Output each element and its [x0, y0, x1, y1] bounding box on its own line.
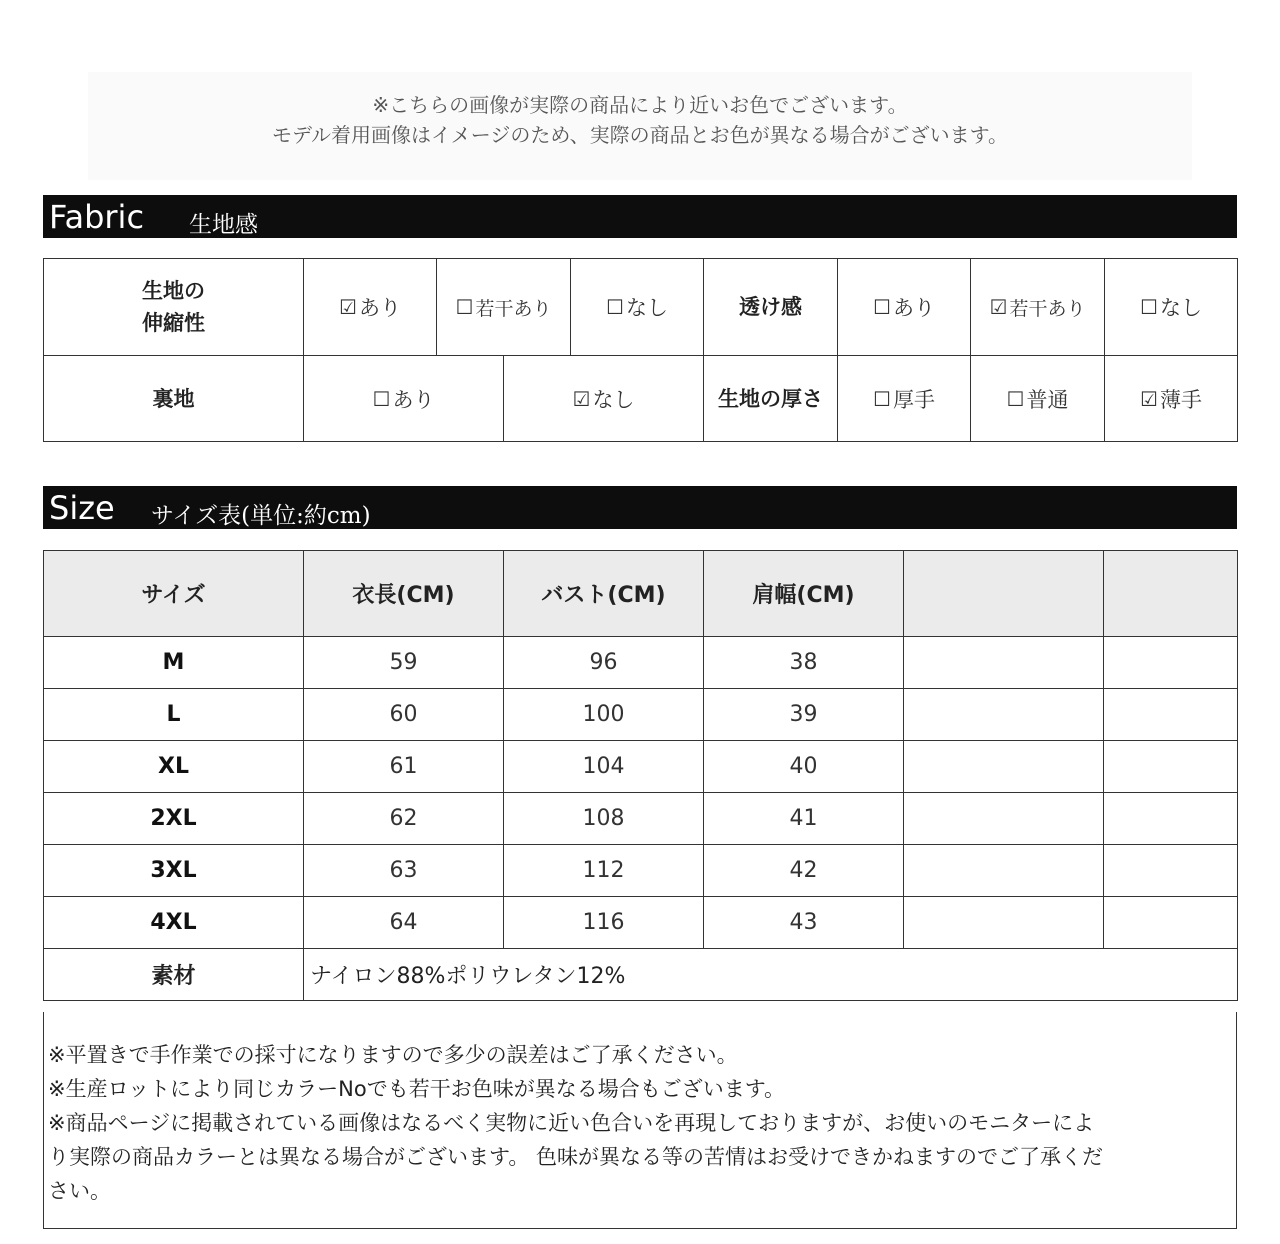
- fabric-title-en: Fabric: [49, 198, 145, 236]
- option-label: あり: [358, 296, 401, 320]
- option-label: 厚手: [892, 387, 935, 412]
- cell-bust: 100: [504, 689, 704, 741]
- note-line: ※商品ページに掲載されている画像はなるべく実物に近い色合いを再現しておりますが、お使いのモニターによ: [48, 1111, 1095, 1135]
- cell-bust: 108: [504, 793, 704, 845]
- sheer-option[interactable]: [1105, 259, 1238, 356]
- option-label: 薄手: [1159, 387, 1202, 412]
- notes-box: [43, 1012, 1237, 1229]
- checkbox-icon: ☐: [1006, 386, 1025, 411]
- cell-size: L: [44, 689, 304, 741]
- cell-shoulder: 38: [704, 637, 904, 689]
- thickness-option[interactable]: [971, 356, 1105, 442]
- option-label: なし: [592, 387, 635, 412]
- stretch-option[interactable]: [437, 259, 571, 356]
- sheer-option[interactable]: [838, 259, 971, 356]
- table-row: [44, 897, 1238, 949]
- cell-length: 62: [304, 793, 504, 845]
- checkbox-icon: ☑: [339, 295, 357, 319]
- stretch-label-line-2: 伸縮性: [142, 311, 205, 335]
- thickness-label: 生地の厚さ: [704, 356, 838, 442]
- material-label: 素材: [44, 949, 304, 1001]
- notice-banner: [88, 72, 1192, 180]
- lining-label: 裏地: [44, 356, 304, 442]
- note-line: さい。: [48, 1179, 111, 1203]
- sheer-label: 透け感: [704, 259, 838, 356]
- table-row: [44, 741, 1238, 793]
- option-label: 若干あり: [1009, 297, 1086, 320]
- cell-empty: [1104, 897, 1238, 949]
- option-label: 普通: [1026, 387, 1069, 412]
- option-label: 若干あり: [475, 297, 552, 320]
- size-section-header: [43, 486, 1237, 529]
- lining-option[interactable]: [504, 356, 704, 442]
- cell-size: M: [44, 637, 304, 689]
- header-shoulder: 肩幅(CM): [704, 551, 904, 637]
- checkbox-icon: ☐: [455, 295, 474, 319]
- size-title-jp: サイズ表(単位:約cm): [151, 503, 371, 529]
- cell-shoulder: 41: [704, 793, 904, 845]
- cell-empty: [904, 845, 1104, 897]
- header-length: 衣長(CM): [304, 551, 504, 637]
- cell-bust: 116: [504, 897, 704, 949]
- cell-empty: [904, 741, 1104, 793]
- header-bust: バスト(CM): [504, 551, 704, 637]
- fabric-table-row-2: [43, 355, 1238, 442]
- fabric-section-header: [43, 195, 1237, 238]
- stretch-option[interactable]: [571, 259, 704, 356]
- cell-empty: [1104, 741, 1238, 793]
- stretch-label: [44, 259, 304, 356]
- cell-length: 61: [304, 741, 504, 793]
- stretch-option[interactable]: [304, 259, 437, 356]
- cell-size: 3XL: [44, 845, 304, 897]
- option-label: あり: [392, 387, 435, 412]
- fabric-title-jp: 生地感: [189, 212, 258, 238]
- cell-length: 64: [304, 897, 504, 949]
- material-value: ナイロン88%ポリウレタン12%: [304, 949, 1238, 1001]
- header-empty: [904, 551, 1104, 637]
- checkbox-icon: ☐: [1140, 295, 1158, 319]
- cell-bust: 96: [504, 637, 704, 689]
- note-line: り実際の商品カラーとは異なる場合がございます。 色味が異なる等の苦情はお受けできかねますのでご了承くだ: [48, 1145, 1103, 1169]
- table-row: [44, 845, 1238, 897]
- cell-bust: 104: [504, 741, 704, 793]
- lining-option[interactable]: [304, 356, 504, 442]
- checkbox-icon: ☐: [606, 295, 624, 319]
- cell-shoulder: 43: [704, 897, 904, 949]
- cell-empty: [1104, 637, 1238, 689]
- cell-shoulder: 42: [704, 845, 904, 897]
- option-label: あり: [892, 296, 935, 320]
- cell-shoulder: 39: [704, 689, 904, 741]
- table-row: [44, 689, 1238, 741]
- cell-empty: [904, 689, 1104, 741]
- checkbox-icon: ☐: [873, 295, 891, 319]
- stretch-label-line-1: 生地の: [142, 279, 205, 303]
- checkbox-icon: ☑: [989, 295, 1008, 319]
- checkbox-icon: ☑: [572, 386, 591, 411]
- cell-bust: 112: [504, 845, 704, 897]
- option-label: なし: [625, 296, 668, 320]
- cell-empty: [1104, 845, 1238, 897]
- table-row: [44, 637, 1238, 689]
- cell-length: 60: [304, 689, 504, 741]
- note-line: ※生産ロットにより同じカラーNoでも若干お色味が異なる場合もございます。: [48, 1077, 786, 1101]
- checkbox-icon: ☑: [1140, 386, 1158, 411]
- checkbox-icon: ☐: [873, 386, 891, 411]
- note-line: ※平置きで手作業での採寸になりますので多少の誤差はご了承ください。: [48, 1043, 738, 1067]
- header-empty: [1104, 551, 1238, 637]
- cell-empty: [1104, 793, 1238, 845]
- option-label: なし: [1159, 296, 1202, 320]
- checkbox-icon: ☐: [372, 386, 391, 411]
- fabric-table: [43, 258, 1238, 356]
- cell-length: 59: [304, 637, 504, 689]
- notice-line-2: モデル着用画像はイメージのため、実際の商品とお色が異なる場合がございます。: [272, 123, 1008, 147]
- table-row: [44, 793, 1238, 845]
- cell-size: 4XL: [44, 897, 304, 949]
- thickness-option[interactable]: [1105, 356, 1238, 442]
- cell-size: 2XL: [44, 793, 304, 845]
- size-title-en: Size: [49, 489, 115, 527]
- header-size: サイズ: [44, 551, 304, 637]
- cell-empty: [904, 897, 1104, 949]
- thickness-option[interactable]: [838, 356, 971, 442]
- cell-length: 63: [304, 845, 504, 897]
- cell-empty: [1104, 689, 1238, 741]
- cell-shoulder: 40: [704, 741, 904, 793]
- sheer-option[interactable]: [971, 259, 1105, 356]
- size-table: [43, 550, 1238, 1001]
- notice-line-1: ※こちらの画像が実際の商品により近いお色でございます。: [372, 93, 908, 117]
- cell-size: XL: [44, 741, 304, 793]
- cell-empty: [904, 637, 1104, 689]
- cell-empty: [904, 793, 1104, 845]
